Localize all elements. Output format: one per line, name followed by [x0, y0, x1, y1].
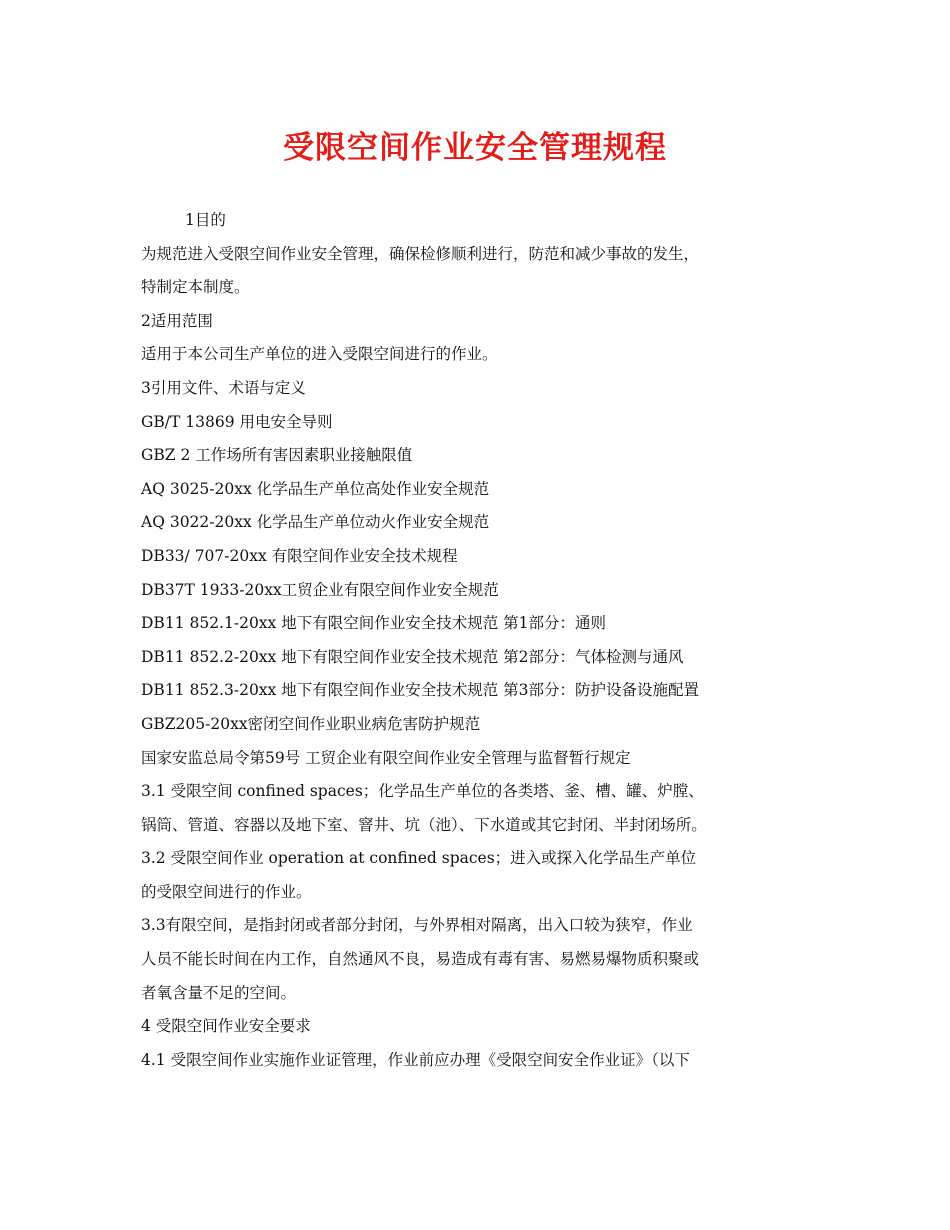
paragraph-line: 适用于本公司生产单位的进入受限空间进行的作业。	[141, 345, 498, 364]
reference-item: GB/T 13869 用电安全导则	[141, 412, 333, 431]
reference-item: GBZ 2 工作场所有害因素职业接触限值	[141, 446, 413, 465]
document-title: 受限空间作业安全管理规程	[283, 130, 667, 166]
definition-line: 者氧含量不足的空间。	[141, 983, 297, 1002]
paragraph-line: 4.1 受限空间作业实施作业证管理，作业前应办理《受限空间安全作业证》（以下	[141, 1050, 690, 1069]
section-heading-purpose: 1目的	[185, 211, 226, 229]
reference-item: AQ 3025-20xx 化学品生产单位高处作业安全规范	[141, 479, 490, 498]
section-heading-scope: 2适用范围	[141, 311, 213, 330]
definition-line: 3.3有限空间，是指封闭或者部分封闭，与外界相对隔离，出入口较为狭窄，作业	[141, 916, 693, 935]
definition-line: 锅筒、管道、容器以及地下室、窨井、坑（池）、下水道或其它封闭、半封闭场所。	[141, 815, 707, 834]
paragraph-line: 特制定本制度。	[141, 278, 250, 297]
reference-item: DB11 852.1-20xx 地下有限空间作业安全技术规范 第1部分：通则	[141, 614, 607, 633]
reference-item: 国家安监总局令第59号 工贸企业有限空间作业安全管理与监督暂行规定	[141, 748, 631, 767]
section-heading-references: 3引用文件、术语与定义	[141, 378, 306, 397]
document-body	[141, 204, 841, 1077]
reference-item: GBZ205-20xx密闭空间作业职业病危害防护规范	[141, 714, 481, 733]
section-heading-requirements: 4 受限空间作业安全要求	[141, 1017, 311, 1036]
definition-line: 3.1 受限空间 confined spaces；化学品生产单位的各类塔、釜、槽、罐、炉膛、	[141, 782, 704, 801]
definition-line: 3.2 受限空间作业 operation at confined spaces；进入或探入化学品生产单位	[141, 849, 697, 868]
reference-item: DB11 852.3-20xx 地下有限空间作业安全技术规范 第3部分：防护设备设施配置	[141, 681, 700, 700]
paragraph-line: 为规范进入受限空间作业安全管理，确保检修顺利进行，防范和减少事故的发生，	[141, 244, 700, 263]
reference-item: DB37T 1933-20xx工贸企业有限空间作业安全规范	[141, 580, 499, 599]
reference-item: AQ 3022-20xx 化学品生产单位动火作业安全规范	[141, 513, 490, 532]
definition-line: 的受限空间进行的作业。	[141, 882, 312, 901]
reference-item: DB33/ 707-20xx 有限空间作业安全技术规程	[141, 546, 458, 565]
reference-item: DB11 852.2-20xx 地下有限空间作业安全技术规范 第2部分：气体检测与通风	[141, 647, 684, 666]
definition-line: 人员不能长时间在内工作，自然通风不良，易造成有毒有害、易燃易爆物质积聚或	[141, 950, 700, 969]
